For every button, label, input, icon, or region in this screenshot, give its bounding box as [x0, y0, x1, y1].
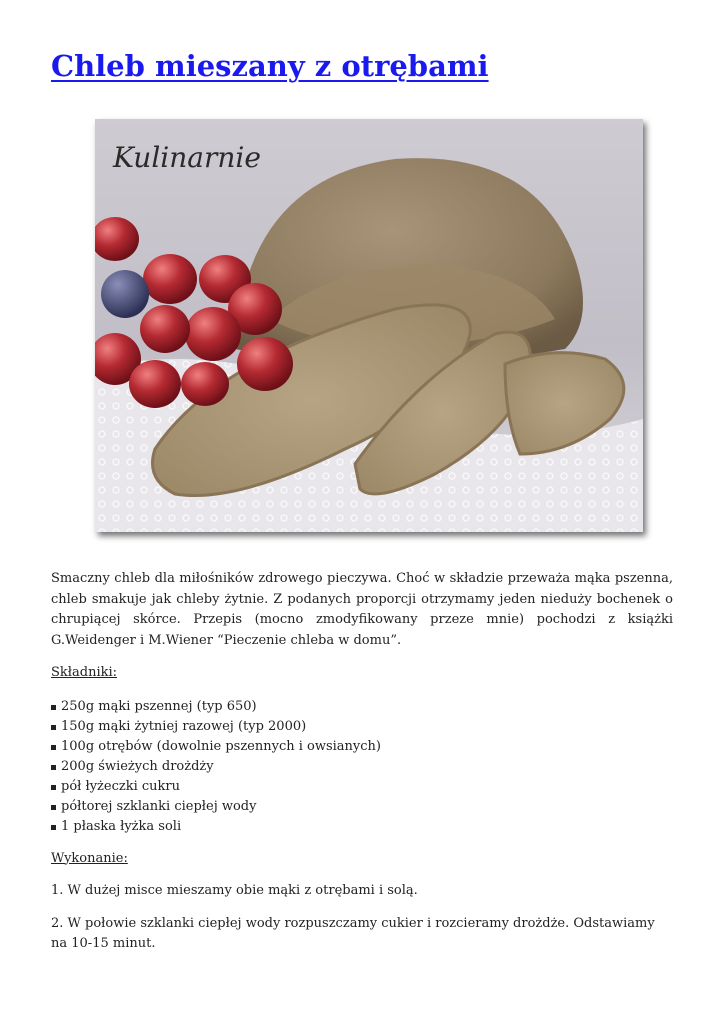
list-item: pół łyżeczki cukru — [51, 777, 673, 797]
list-item: 250g mąki pszennej (typ 650) — [51, 697, 673, 717]
list-item: 200g świeżych drożdży — [51, 757, 673, 777]
ingredients-heading: Składniki: — [51, 665, 118, 680]
intro-paragraph: Smaczny chleb dla miłośników zdrowego pieczywa. Choć w składzie przeważa mąka pszenna, chleb smakuje jak chleby żytnie. Z podanych proporcji otrzymamy jeden nieduży bochenek o chrupiącej skórce. Przepis (mocno zmodyfikowany przeze mnie) pochodzi z książki G.Weidenger i M.Wiener “Pieczenie chleba w domu”. — [51, 571, 673, 648]
bread-illustration — [95, 119, 643, 532]
list-item: 100g otrębów (dowolnie pszennych i owsianych) — [51, 737, 673, 757]
step-1: 1. W dużej misce mieszamy obie mąki z otrębami i solą. — [51, 883, 418, 898]
bread-photo — [95, 119, 643, 532]
list-item: półtorej szklanki ciepłej wody — [51, 797, 673, 817]
step-2: 2. W połowie szklanki ciepłej wody rozpuszczamy cukier i rozcieramy drożdże. Odstawiamy na 10-15 minut. — [51, 915, 655, 951]
photo-watermark: Kulinarnie — [113, 141, 261, 174]
ingredients-list — [51, 697, 673, 837]
list-item: 1 płaska łyżka soli — [51, 817, 673, 837]
list-item: 150g mąki żytniej razowej (typ 2000) — [51, 717, 673, 737]
method-heading: Wykonanie: — [51, 850, 128, 866]
article-body — [51, 569, 673, 955]
page-title[interactable]: Chleb mieszany z otrębami — [51, 49, 489, 83]
